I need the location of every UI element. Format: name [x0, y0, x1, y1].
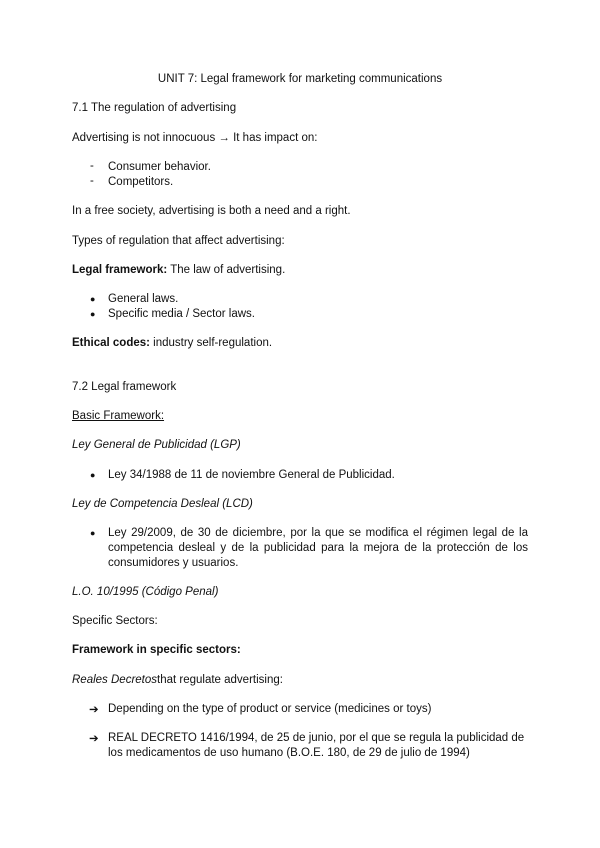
- dash-item-consumer: Consumer behavior.: [108, 161, 211, 173]
- legal-framework-text: The law of advertising.: [167, 264, 286, 276]
- legal-framework-label: Legal framework:: [72, 264, 168, 276]
- advertising-intro: Advertising is not innocuous → It has impact on:: [72, 132, 318, 144]
- reales-decretos-text: that regulate advertising:: [157, 674, 283, 686]
- section-7-1-heading: 7.1 The regulation of advertising: [72, 102, 237, 114]
- arrow-item-real-decreto: REAL DECRETO 1416/1994, de 25 de junio, por el que se regula la publicidad de los medicamentos de uso humano (B.O.E. 180, de 29 de julio de 1994): [108, 732, 525, 759]
- lo-title: L.O. 10/1995 (Código Penal): [72, 586, 219, 598]
- reales-decretos-line: [72, 673, 283, 688]
- lgp-title: Ley General de Publicidad (LGP): [72, 439, 241, 451]
- lcd-title: Ley de Competencia Desleal (LCD): [72, 498, 253, 510]
- bullet-marker: ●: [90, 309, 96, 319]
- free-society-text: In a free society, advertising is both a need and a right.: [72, 205, 351, 217]
- dash-item-competitors: Competitors.: [108, 176, 174, 188]
- bullet-marker: ●: [90, 528, 96, 538]
- document-title: UNIT 7: Legal framework for marketing communications: [157, 73, 443, 85]
- arrow-marker: ➔: [89, 733, 99, 745]
- lcd-item: Ley 29/2009, de 30 de diciembre, por la que se modifica el régimen legal de la competencia desleal y de la publicidad para la mejora de la protección de los consumidores y usuarios.: [108, 527, 528, 569]
- reales-decretos-label: Reales Decretos: [72, 674, 158, 686]
- ethical-codes-label: Ethical codes:: [72, 337, 150, 349]
- bullet-item-general-laws: General laws.: [108, 293, 179, 305]
- arrow-marker: ➔: [89, 704, 99, 716]
- legal-framework-line: [72, 263, 285, 278]
- dash-marker: -: [90, 175, 94, 187]
- bullet-marker: ●: [90, 470, 96, 480]
- bullet-item-specific-media: Specific media / Sector laws.: [108, 308, 256, 320]
- specific-sectors: Specific Sectors:: [72, 615, 158, 627]
- bullet-marker: ●: [90, 294, 96, 304]
- basic-framework-heading: Basic Framework:: [72, 410, 165, 422]
- ethical-codes-line: [72, 336, 272, 351]
- dash-marker: -: [90, 160, 94, 172]
- section-7-2-heading: 7.2 Legal framework: [72, 381, 177, 393]
- arrow-item-product-type: Depending on the type of product or service (medicines or toys): [108, 703, 432, 715]
- framework-specific-sectors: Framework in specific sectors:: [72, 644, 241, 656]
- lgp-item: Ley 34/1988 de 11 de noviembre General de Publicidad.: [108, 469, 395, 481]
- ethical-codes-text: industry self-regulation.: [149, 337, 273, 349]
- types-of-regulation: Types of regulation that affect advertising:: [72, 235, 285, 247]
